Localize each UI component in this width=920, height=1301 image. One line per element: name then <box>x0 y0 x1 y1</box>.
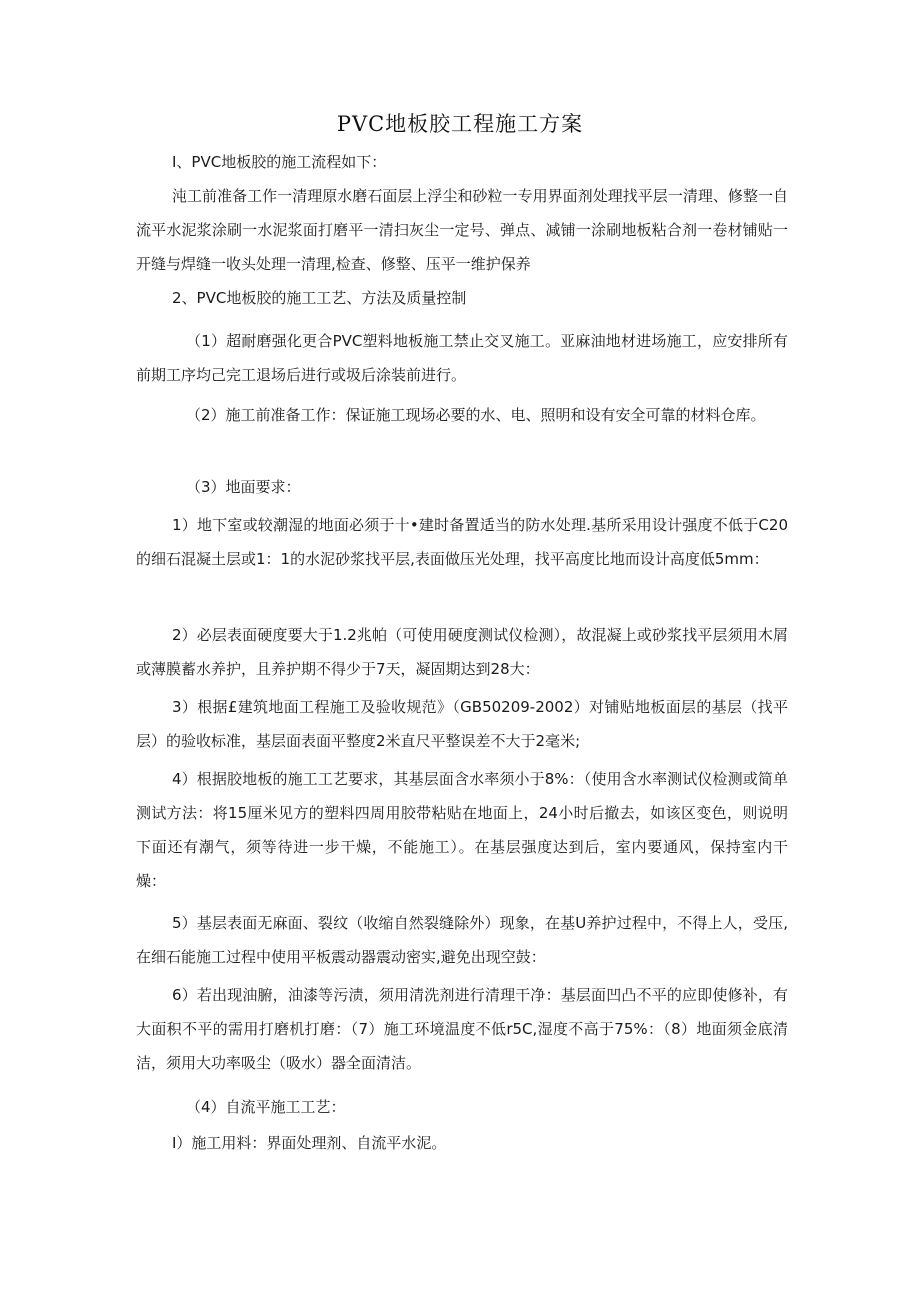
paragraph-req-5: 5）基层表面无麻面、裂纹（收缩自然裂缝除外）现象，在基U养护过程中，不得上人，受压,在细石能施工过程中使用平板震动器震动密实,避免出现空鼓： <box>136 914 788 966</box>
paragraph-process-heading: 2、PVC地板胶的施工工艺、方法及质量控制 <box>172 289 467 307</box>
paragraph-flow-heading: I、PVC地板胶的施工流程如下： <box>172 153 387 171</box>
document-title: PVC地板胶工程施工方案 <box>336 112 584 136</box>
paragraph-req-1: 1）地下室或较潮湿的地面必须于十•建时备置适当的防水处理.基所采用设计强度不低于C20的细石混凝土层或1：1的水泥砂浆找平层,表面做压光处理，找平高度比地而设计高度低5mm： <box>136 516 788 568</box>
paragraph-req-3: 3）根据£建筑地面工程施工及验收规范》（GB50209-2002）对铺贴地板面层的基层（找平层）的验收标准，基层面表面平整度2米直尺平整误差不大于2毫米; <box>136 698 788 750</box>
paragraph-flow-steps: 沌工前准备工作一清理原水磨石面层上浮尘和砂粒一专用界面剂处理找平层一清理、修整一自流平水泥浆涂刷一水泥浆面打磨平一清扫灰尘一定号、弹点、减铺一涂刷地板粘合剂一卷材铺贴一开缝与焊缝一收头处理一清理,检查、修整、压平一维护保养 <box>136 187 788 273</box>
paragraph-req-2: 2）必层表面硬度要大于1.2兆帕（可使用硬度测试仪检测），故混凝上或砂浆找平层须用木屑或薄膜蓄水养护，且养护期不得少于7天，凝固期达到28大： <box>136 626 788 678</box>
paragraph-item-1: （1）超耐磨强化更合PVC塑料地板施工禁止交叉施工。亚麻油地材进场施工，应安排所有前期工序均己完工退场后进行或圾后涂装前进行。 <box>136 332 788 384</box>
paragraph-materials: I）施工用料：界面处理剂、自流平水泥。 <box>172 1134 447 1152</box>
paragraph-req-6: 6）若出现油腑，油漆等污渍，须用清洗剂进行清理干净：基层面凹凸不平的应即使修补，有大面积不平的需用打磨机打磨：（7）施工环境温度不低r5C,湿度不高于75%：（8）地面须金底清洁，须用大功率吸尘（吸水）器全面清洁。 <box>136 986 788 1072</box>
paragraph-item-3-heading: （3）地面要求： <box>186 478 301 496</box>
paragraph-item-4-heading: （4）自流平施工工艺： <box>186 1098 346 1116</box>
paragraph-req-4: 4）根据胶地板的施工工艺要求，其基层面含水率须小于8%：（使用含水率测试仪检测或简单测试方法：将15厘米见方的塑料四周用胶带粘贴在地面上，24小时后撤去，如该区变色，则说明下面还有潮气，须等待进一步干燥，不能施工）。在基层强度达到后，室内要通风，保持室内干燥： <box>136 770 788 890</box>
paragraph-item-2: （2）施工前准备工作：保证施工现场必要的水、电、照明和设有安全可靠的材料仓库。 <box>186 406 766 424</box>
